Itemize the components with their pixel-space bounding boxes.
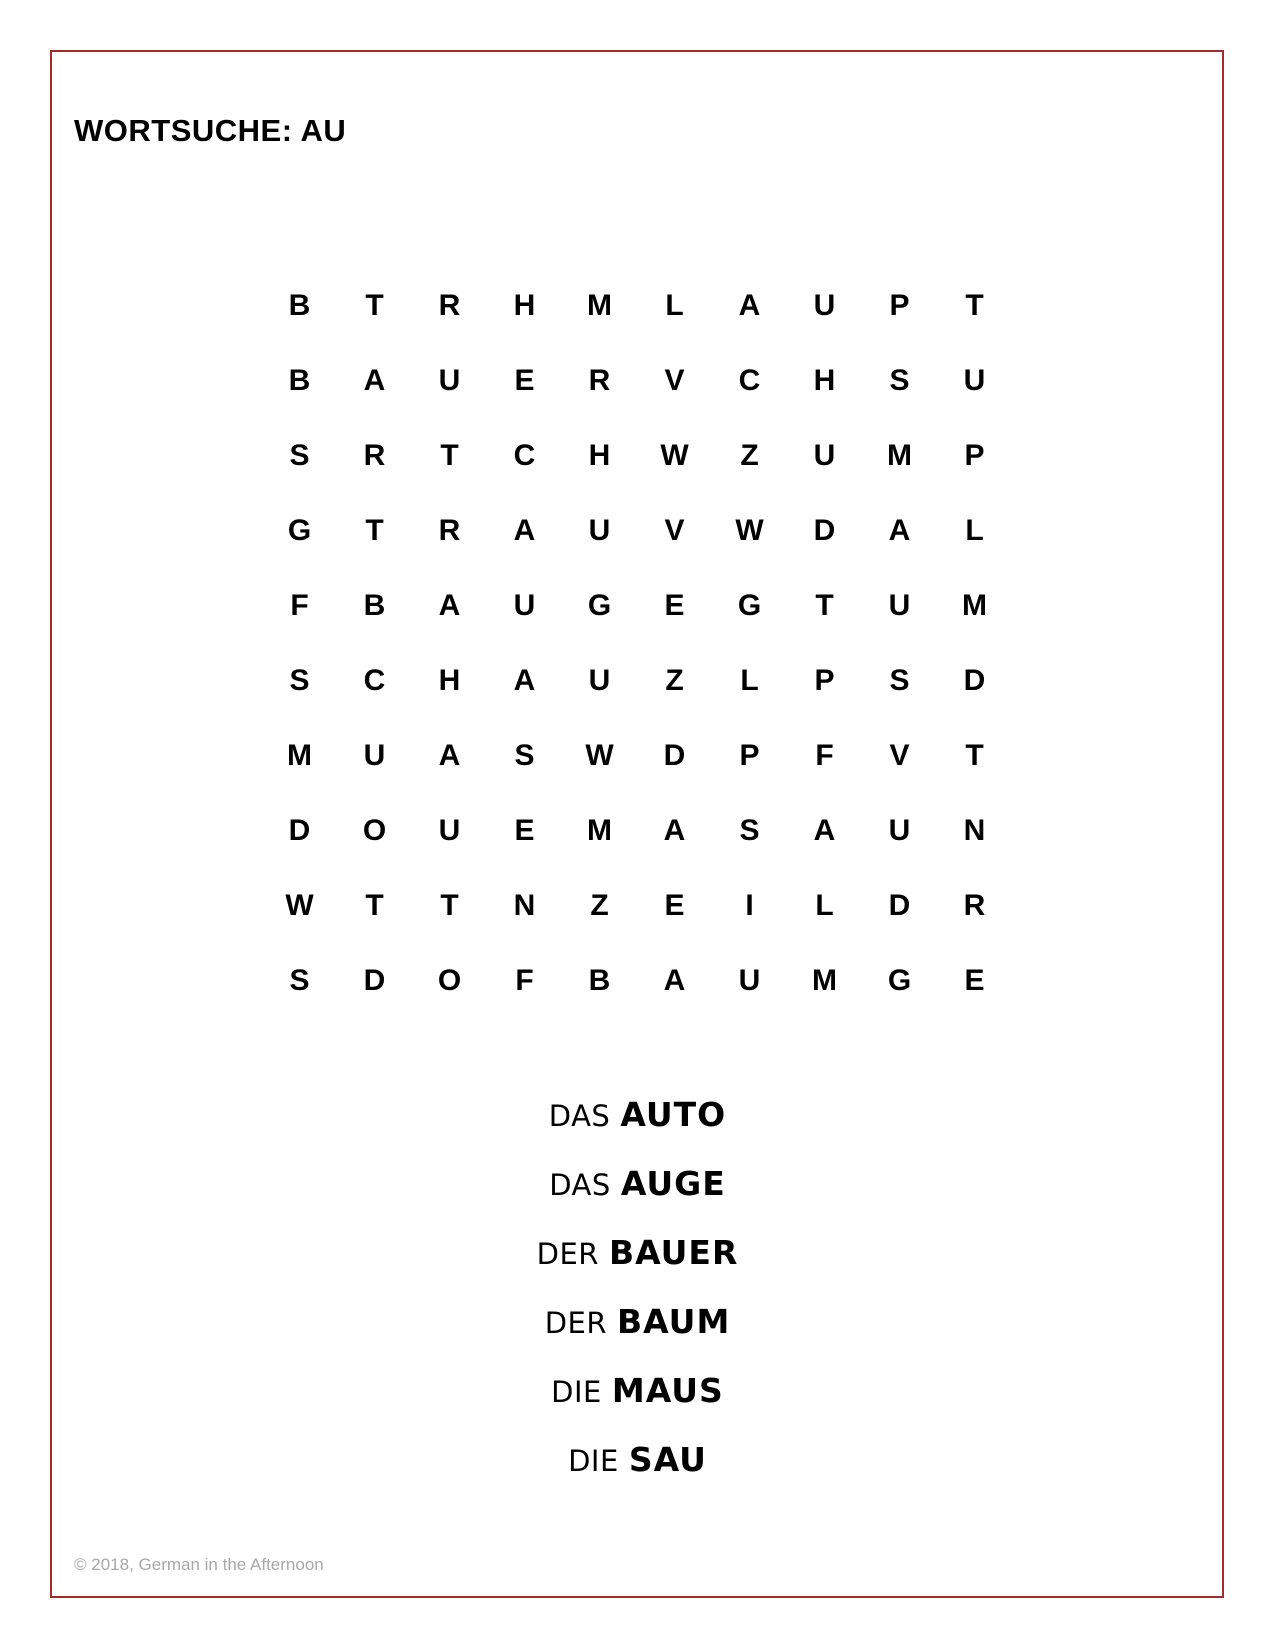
grid-cell: U [738,963,761,997]
word-article: DIE [568,1444,619,1478]
grid-cell: L [740,663,759,697]
grid-cell: T [365,888,384,922]
grid-cell: B [588,963,611,997]
grid-cell: R [438,288,461,322]
grid-cell: T [815,588,834,622]
grid-cell: E [664,588,685,622]
grid-cell: T [440,438,459,472]
word-article: DAS [549,1168,611,1202]
grid-cell: W [285,888,314,922]
grid-cell: R [588,363,611,397]
word-list-item [0,1440,1275,1509]
grid-cell: A [513,513,536,547]
word-search-grid [262,268,1012,1018]
grid-cell: G [287,513,312,547]
grid-cell: F [290,588,309,622]
grid-cell: H [438,663,461,697]
grid-cell: S [289,438,310,472]
word-noun: SAU [628,1440,707,1479]
grid-cell: T [365,513,384,547]
grid-cell: U [813,438,836,472]
grid-cell: A [813,813,836,847]
grid-cell: Z [590,888,609,922]
grid-cell: R [438,513,461,547]
grid-cell: I [745,888,754,922]
word-noun: AUGE [620,1164,726,1203]
grid-cell: R [963,888,986,922]
word-article: DER [544,1306,607,1340]
word-article: DAS [548,1099,611,1133]
grid-cell: L [965,513,984,547]
grid-cell: D [288,813,311,847]
grid-cell: U [363,738,386,772]
grid-cell: A [513,663,536,697]
grid-cell: M [887,438,912,472]
grid-cell: Z [740,438,759,472]
word-list-item [0,1164,1275,1233]
grid-cell: V [664,513,685,547]
grid-cell: A [888,513,911,547]
grid-cell: G [737,588,762,622]
word-noun: MAUS [611,1371,724,1410]
grid-cell: U [963,363,986,397]
grid-cell: H [813,363,836,397]
word-list-item [0,1233,1275,1302]
grid-cell: P [889,288,910,322]
grid-cell: F [515,963,534,997]
grid-cell: U [513,588,536,622]
grid-cell: U [588,513,611,547]
grid-cell: U [438,813,461,847]
grid-cell: U [888,813,911,847]
grid-cell: N [963,813,986,847]
grid-cell: G [887,963,912,997]
grid-cell: B [288,363,311,397]
grid-cell: B [363,588,386,622]
grid-cell: D [813,513,836,547]
grid-cell: E [514,813,535,847]
grid-cell: M [587,288,612,322]
grid-cell: M [587,813,612,847]
grid-cell: T [965,288,984,322]
grid-cell: H [513,288,536,322]
grid-cell: V [889,738,910,772]
grid-cell: A [438,588,461,622]
grid-cell: W [735,513,764,547]
grid-cell: M [287,738,312,772]
grid-cell: L [665,288,684,322]
word-list-item [0,1302,1275,1371]
grid-cell: D [888,888,911,922]
grid-cell: O [362,813,387,847]
grid-cell: S [889,663,910,697]
grid-cell: S [739,813,760,847]
grid-cell: U [813,288,836,322]
grid-cell: T [965,738,984,772]
grid-cell: H [588,438,611,472]
grid-cell: L [815,888,834,922]
grid-cell: D [363,963,386,997]
word-noun: AUTO [620,1095,727,1134]
grid-cell: T [365,288,384,322]
grid-cell: F [815,738,834,772]
grid-cell: P [814,663,835,697]
grid-cell: C [363,663,386,697]
grid-cell: C [513,438,536,472]
grid-cell: A [438,738,461,772]
grid-cell: C [738,363,761,397]
grid-cell: U [588,663,611,697]
grid-cell: A [663,963,686,997]
grid-cell: M [962,588,987,622]
grid-cell: Z [665,663,684,697]
grid-cell: S [889,363,910,397]
grid-cell: B [288,288,311,322]
word-list-item [0,1371,1275,1440]
grid-cell: E [964,963,985,997]
grid-cell: U [888,588,911,622]
grid-cell: A [738,288,761,322]
word-article: DER [536,1237,599,1271]
grid-cell: D [963,663,986,697]
grid-cell: N [513,888,536,922]
grid-cell: U [438,363,461,397]
word-article: DIE [551,1375,602,1409]
word-noun: BAUM [617,1302,731,1341]
grid-cell: W [660,438,689,472]
grid-cell: A [663,813,686,847]
copyright-notice: © 2018, German in the Afternoon [74,1555,324,1574]
grid-cell: M [812,963,837,997]
grid-cell: T [440,888,459,922]
grid-cell: O [437,963,462,997]
grid-cell: G [587,588,612,622]
page-title: WORTSUCHE: AU [74,113,347,148]
grid-cell: W [585,738,614,772]
grid-cell: A [363,363,386,397]
grid-cell: E [514,363,535,397]
grid-cell: R [363,438,386,472]
grid-cell: D [663,738,686,772]
word-list-item [0,1095,1275,1164]
grid-cell: S [289,963,310,997]
grid-cell: P [739,738,760,772]
grid-cell: P [964,438,985,472]
grid-cell: E [664,888,685,922]
grid-cell: S [514,738,535,772]
grid-cell: V [664,363,685,397]
grid-cell: S [289,663,310,697]
word-noun: BAUER [608,1233,739,1272]
word-list [0,1095,1275,1509]
